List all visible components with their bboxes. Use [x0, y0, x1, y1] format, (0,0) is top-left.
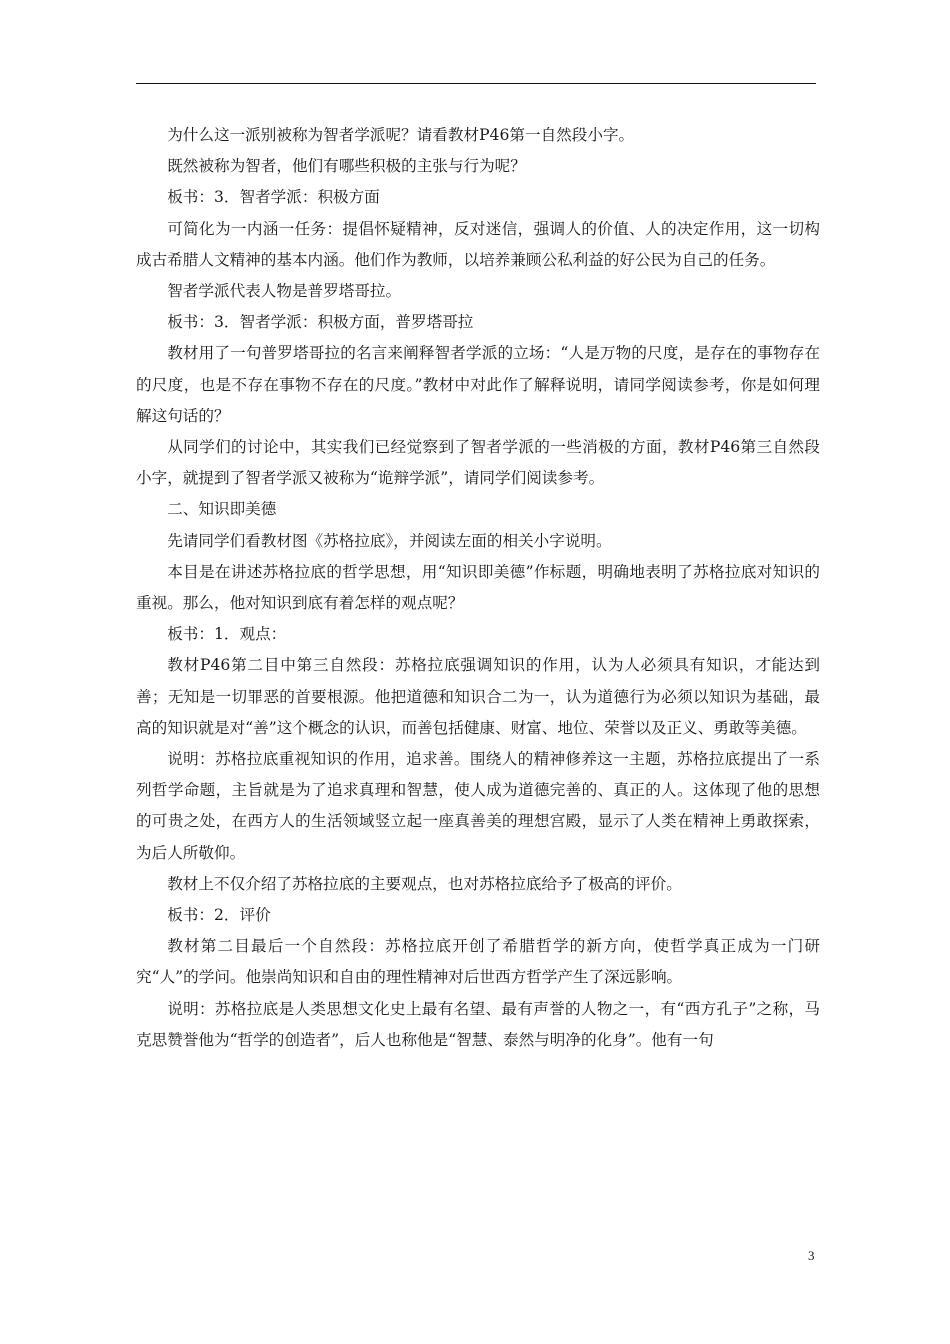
paragraph: 教材P46第二目中第三自然段：苏格拉底强调知识的作用，认为人必须具有知识，才能达到善；无知是一切罪恶的首要根源。他把道德和知识合二为一，认为道德行为必须以知识为基础，最高的知识就是对“善”这个概念的认识，而善包括健康、财富、地位、荣誉以及正义、勇敢等美德。	[136, 656, 820, 737]
paragraph: 从同学们的讨论中，其实我们已经觉察到了智者学派的一些消极的方面，教材P46第三自然段小字，就提到了智者学派又被称为“诡辩学派”，请同学们阅读参考。	[136, 438, 820, 488]
paragraph: 说明：苏格拉底重视知识的作用，追求善。围绕人的精神修养这一主题，苏格拉底提出了一系列哲学命题，主旨就是为了追求真理和智慧，使人成为道德完善的、真正的人。这体现了他的思想的可贵之处，在西方人的生活领域竖立起一座真善美的理想宫殿，显示了人类在精神上勇敢探索，为后人所敬仰。	[136, 750, 820, 862]
paragraph: 板书：3．智者学派：积极方面，普罗塔哥拉	[167, 313, 474, 332]
paragraph: 智者学派代表人物是普罗塔哥拉。	[167, 282, 402, 301]
paragraph: 板书：2．评价	[167, 906, 271, 925]
page-body	[136, 120, 820, 1056]
paragraph: 先请同学们看教材图《苏格拉底》，并阅读左面的相关小字说明。	[167, 531, 612, 550]
paragraph: 板书：1．观点：	[167, 625, 287, 644]
section-heading: 二、知识即美德	[167, 500, 277, 519]
paragraph: 为什么这一派别被称为智者学派呢？请看教材P46第一自然段小字。	[167, 126, 635, 144]
paragraph: 说明：苏格拉底是人类思想文化史上最有名望、最有声誉的人物之一，有“西方孔子”之称，马克思赞誉他为“哲学的创造者”，后人也称他是“智慧、泰然与明净的化身”。他有一句	[136, 999, 820, 1049]
paragraph: 教材上不仅介绍了苏格拉底的主要观点，也对苏格拉底给予了极高的评价。	[167, 874, 682, 893]
paragraph: 既然被称为智者，他们有哪些积极的主张与行为呢？	[167, 157, 526, 176]
page-number: 3	[808, 1248, 815, 1263]
paragraph: 可简化为一内涵一任务：提倡怀疑精神，反对迷信，强调人的价值、人的决定作用，这一切构成古希腊人文精神的基本内涵。他们作为教师，以培养兼顾公私利益的好公民为自己的任务。	[136, 219, 820, 269]
paragraph: 教材第二目最后一个自然段：苏格拉底开创了希腊哲学的新方向，使哲学真正成为一门研究“人”的学问。他崇尚知识和自由的理性精神对后世西方哲学产生了深远影响。	[136, 937, 820, 987]
header-rule	[136, 83, 816, 84]
paragraph: 教材用了一句普罗塔哥拉的名言来阐释智者学派的立场：“人是万物的尺度，是存在的事物存在的尺度，也是不存在事物不存在的尺度。”教材中对此作了解释说明，请同学阅读参考，你是如何理解这句话的？	[136, 344, 820, 425]
paragraph: 板书：3．智者学派：积极方面	[167, 188, 380, 207]
paragraph: 本目是在讲述苏格拉底的哲学思想，用“知识即美德”作标题，明确地表明了苏格拉底对知识的重视。那么，他对知识到底有着怎样的观点呢？	[136, 562, 820, 613]
